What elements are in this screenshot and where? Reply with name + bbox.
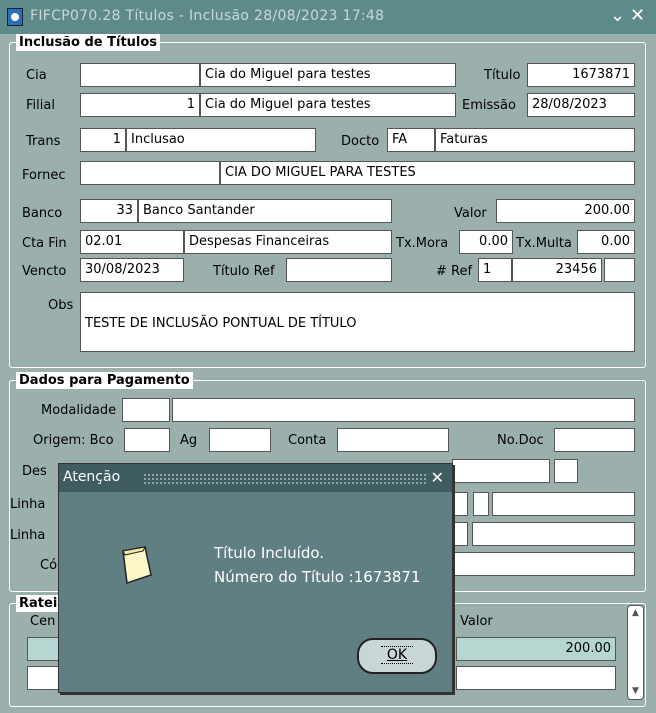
ok-button[interactable]: [357, 638, 437, 674]
trans-code-field[interactable]: 1: [80, 128, 126, 152]
ref-label: # Ref: [436, 264, 473, 279]
filial-name-field[interactable]: Cia do Miguel para testes: [200, 93, 456, 117]
window-title: FIFCP070.28 Títulos - Inclusão 28/08/2023 17:48: [30, 8, 385, 24]
txmulta-field[interactable]: 0.00: [577, 230, 635, 254]
ref1-field[interactable]: 1: [478, 258, 512, 282]
obs-field[interactable]: TESTE DE INCLUSÃO PONTUAL DE TÍTULO: [80, 292, 635, 352]
valor-label: Valor: [454, 206, 487, 221]
tituloref-label: Título Ref: [213, 264, 275, 279]
modalidade-label: Modalidade: [41, 403, 117, 418]
cen-label: Cen: [30, 614, 56, 629]
fornec-label: Fornec: [22, 168, 66, 183]
tituloref-field[interactable]: [286, 258, 392, 282]
linha1-a-field[interactable]: [452, 492, 468, 516]
scroll-up-icon[interactable]: ▲: [632, 608, 639, 618]
banco-name-field[interactable]: Banco Santander: [138, 199, 392, 223]
banco-label: Banco: [22, 206, 63, 221]
txmora-label: Tx.Mora: [396, 236, 449, 251]
txmora-field[interactable]: 0.00: [459, 230, 513, 254]
linha1-b-field[interactable]: [473, 492, 489, 516]
close-icon[interactable]: ✕: [630, 5, 646, 26]
cia-code-field[interactable]: [80, 63, 200, 87]
emissao-field[interactable]: 28/08/2023: [527, 93, 635, 117]
ag-label: Ag: [180, 433, 198, 448]
app-icon: [7, 8, 23, 26]
ctafin-code-field[interactable]: 02.01: [80, 230, 184, 254]
cia-label: Cia: [26, 68, 47, 83]
trans-name-field[interactable]: Inclusao: [126, 128, 316, 152]
dialog-message-line2: Número do Título :1673871: [214, 568, 421, 586]
docto-code-field[interactable]: FA: [387, 128, 435, 152]
conta-label: Conta: [288, 433, 327, 448]
txmulta-label: Tx.Multa: [516, 236, 572, 251]
window-titlebar: [0, 0, 656, 34]
des-label: Des: [22, 464, 47, 479]
des-extra-field[interactable]: [554, 459, 578, 483]
conta-field[interactable]: [337, 428, 449, 452]
nodoc-field[interactable]: [554, 428, 635, 452]
dialog-message-line1: Título Incluído.: [214, 544, 325, 562]
rateio-valor-row2[interactable]: [456, 666, 616, 690]
linha2-a-field[interactable]: [452, 522, 468, 546]
note-icon: [117, 545, 153, 585]
pagamento-legend: Dados para Pagamento: [16, 372, 193, 389]
rateio-legend: Ratei: [16, 595, 60, 612]
fornec-code-field[interactable]: [80, 161, 220, 185]
valor-field[interactable]: 200.00: [496, 199, 635, 223]
origem-label: Origem: Bco: [33, 433, 114, 448]
co-label: Có: [40, 558, 58, 573]
modalidade-code-field[interactable]: [122, 398, 170, 422]
inclusao-legend: Inclusão de Títulos: [16, 34, 160, 51]
trans-label: Trans: [26, 134, 61, 149]
dialog-titlebar: [59, 464, 452, 492]
minimize-icon[interactable]: ⌄: [610, 5, 626, 26]
docto-name-field[interactable]: Faturas: [435, 128, 635, 152]
ref2-field[interactable]: 23456: [512, 258, 602, 282]
linha2-b-field[interactable]: [472, 522, 635, 546]
linha2-label: Linha: [10, 528, 46, 543]
rateio-valor-label: Valor: [460, 614, 493, 629]
linha1-label: Linha: [10, 497, 46, 512]
des-field[interactable]: [452, 459, 550, 483]
docto-label: Docto: [341, 134, 380, 149]
dialog-close-icon[interactable]: ✕: [430, 468, 444, 487]
ok-button-label: OK: [381, 646, 413, 664]
dialog-title-pattern: [143, 473, 427, 485]
fornec-name-field[interactable]: CIA DO MIGUEL PARA TESTES: [220, 161, 635, 185]
scroll-down-icon[interactable]: ▼: [632, 686, 639, 696]
obs-label: Obs: [48, 298, 74, 313]
titulo-field[interactable]: 1673871: [527, 63, 635, 87]
ref3-field[interactable]: [604, 258, 635, 282]
ctafin-label: Cta Fin: [22, 236, 67, 251]
origem-bco-field[interactable]: [124, 428, 170, 452]
vencto-field[interactable]: 30/08/2023: [80, 258, 184, 282]
linha1-c-field[interactable]: [492, 492, 635, 516]
cia-name-field[interactable]: Cia do Miguel para testes: [200, 63, 456, 87]
modalidade-name-field[interactable]: [172, 398, 635, 422]
filial-label: Filial: [26, 98, 55, 113]
ctafin-name-field[interactable]: Despesas Financeiras: [184, 230, 392, 254]
filial-code-field[interactable]: 1: [80, 93, 200, 117]
nodoc-label: No.Doc: [497, 433, 544, 448]
codigo-field[interactable]: [452, 552, 635, 576]
alert-dialog: [58, 463, 453, 693]
vencto-label: Vencto: [22, 264, 67, 279]
banco-code-field[interactable]: 33: [80, 199, 138, 223]
ag-field[interactable]: [209, 428, 271, 452]
rateio-valor-row1[interactable]: 200.00: [456, 637, 616, 661]
dialog-title: Atenção: [63, 469, 121, 485]
rateio-scrollbar[interactable]: [627, 605, 644, 700]
emissao-label: Emissão: [462, 98, 516, 113]
titulo-label: Título: [484, 68, 521, 83]
